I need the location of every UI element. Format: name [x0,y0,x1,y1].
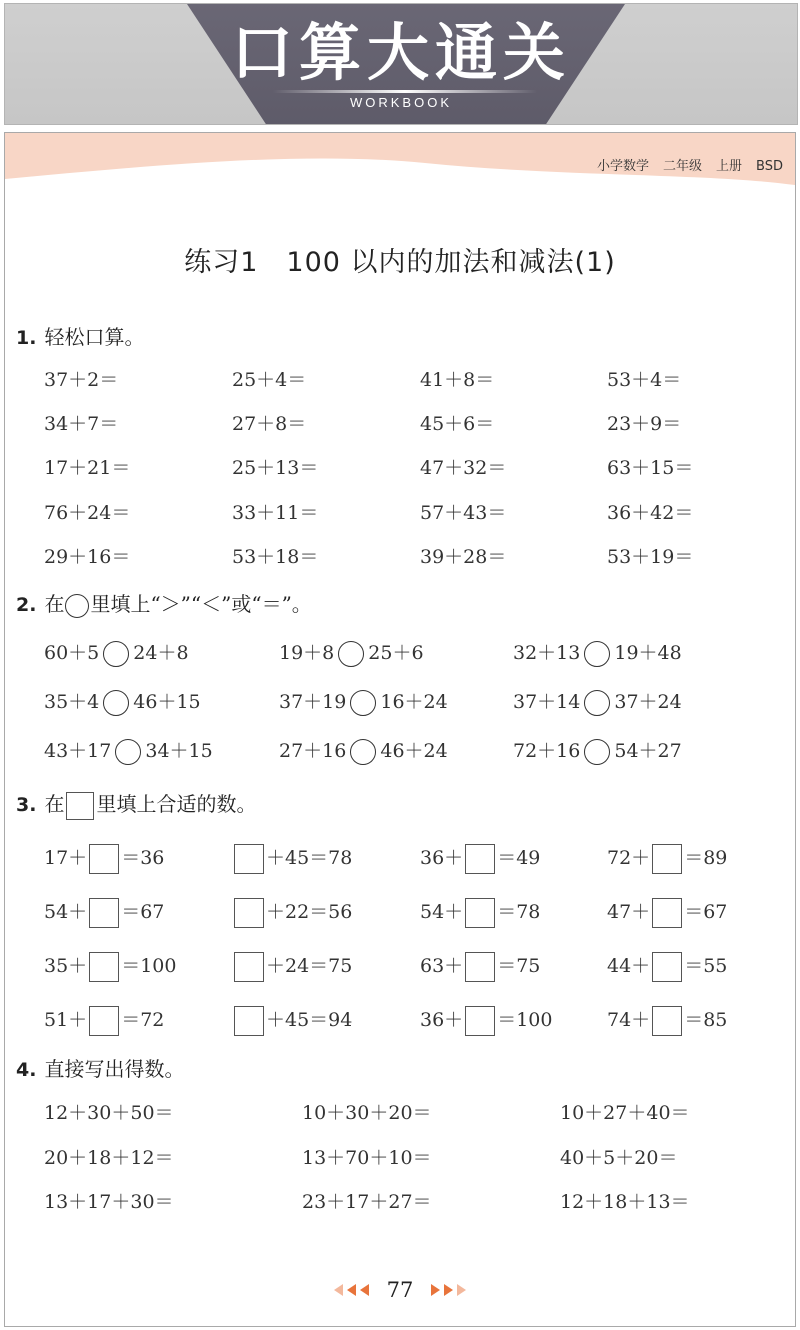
equation-prefix: 72＋ [607,847,651,869]
equation-suffix: ＋45＝78 [266,847,353,869]
left-expression: 37＋14 [513,691,581,713]
book-info [583,155,783,174]
equation: 41＋8＝ [420,369,495,391]
equation: 12＋18＋13＝ [560,1191,690,1213]
answer-box[interactable] [652,952,682,982]
comparison [44,735,213,767]
answer-box[interactable] [652,898,682,928]
question-text: 轻松口算。 [44,325,145,349]
question-number: 4. [16,1059,37,1081]
right-expression: 46＋24 [380,740,448,762]
fill-in-equation [44,842,164,874]
square-box-icon [66,792,94,820]
equation-suffix: ＝49 [497,847,541,869]
comparison-row [0,686,800,718]
question-number: 2. [16,594,37,616]
equation-prefix: 35＋ [44,955,88,977]
right-expression: 16＋24 [380,691,448,713]
equation: 47＋32＝ [420,457,507,479]
equation-prefix: 36＋ [420,847,464,869]
equation: 10＋30＋20＝ [302,1102,432,1124]
right-expression: 25＋6 [368,642,424,664]
equation-suffix: ＝89 [684,847,728,869]
comparison [513,637,682,669]
equation: 53＋18＝ [232,546,319,568]
answer-box[interactable] [465,844,495,874]
page-footer [0,1274,800,1304]
equation: 36＋42＝ [607,502,694,524]
equation: 53＋19＝ [607,546,694,568]
comparison [44,637,189,669]
answer-circle[interactable] [115,739,141,765]
answer-box[interactable] [465,1006,495,1036]
left-expression: 35＋4 [44,691,100,713]
equation: 37＋2＝ [44,369,119,391]
equation: 34＋7＝ [44,413,119,435]
equation: 17＋21＝ [44,457,131,479]
right-expression: 24＋8 [133,642,189,664]
fill-in-equation [44,1004,164,1036]
fill-in-equation [420,842,540,874]
equation-prefix: 36＋ [420,1009,464,1031]
question-4-heading [16,1054,184,1084]
comparison-row [0,637,800,669]
equation: 13＋17＋30＝ [44,1191,174,1213]
equation-suffix: ＝100 [497,1009,553,1031]
answer-box[interactable] [234,844,264,874]
equation: 57＋43＝ [420,502,507,524]
equation-row [0,541,800,573]
fill-in-equation [232,1004,352,1036]
fill-in-equation [232,896,352,928]
answer-box[interactable] [234,952,264,982]
answer-circle[interactable] [103,690,129,716]
left-expression: 27＋16 [279,740,347,762]
page-number: 77 [386,1277,414,1302]
comparison [279,735,448,767]
equation-suffix: ＝72 [121,1009,165,1031]
equation-row [0,1142,800,1174]
equation: 63＋15＝ [607,457,694,479]
equation-suffix: ＝36 [121,847,165,869]
equation-suffix: ＋45＝94 [266,1009,353,1031]
equation: 45＋6＝ [420,413,495,435]
header-banner [4,3,798,125]
right-arrows-icon [429,1275,468,1305]
equation-suffix: ＝78 [497,901,541,923]
answer-circle[interactable] [584,690,610,716]
fill-in-equation [607,1004,727,1036]
equation: 40＋5＋20＝ [560,1147,678,1169]
comparison-row [0,735,800,767]
equation-row [0,408,800,440]
equation: 25＋4＝ [232,369,307,391]
equation: 20＋18＋12＝ [44,1147,174,1169]
answer-box[interactable] [89,844,119,874]
answer-box[interactable] [465,952,495,982]
book-subtitle: WORKBOOK [349,95,452,110]
equation-prefix: 63＋ [420,955,464,977]
equation-prefix: 17＋ [44,847,88,869]
right-expression: 37＋24 [614,691,682,713]
question-text: 直接写出得数。 [44,1057,185,1081]
equation: 39＋28＝ [420,546,507,568]
equation-row [0,497,800,529]
equation-prefix: 47＋ [607,901,651,923]
fill-in-equation [420,896,540,928]
left-expression: 37＋19 [279,691,347,713]
answer-box[interactable] [89,952,119,982]
book-title: 口算大通关 [230,16,571,89]
right-expression: 19＋48 [614,642,682,664]
comparison [513,686,682,718]
equation-suffix: ＝100 [121,955,177,977]
comparison [279,637,424,669]
book-info-volume: 上册 [716,159,743,174]
right-expression: 34＋15 [145,740,213,762]
question-text-before: 在 [44,592,65,616]
title-underline [273,90,537,93]
left-expression: 72＋16 [513,740,581,762]
answer-box[interactable] [465,898,495,928]
book-info-edition: BSD [756,159,783,174]
fill-in-equation [420,950,540,982]
equation-suffix: ＝75 [497,955,541,977]
answer-circle[interactable] [584,641,610,667]
equation-suffix: ＝67 [684,901,728,923]
fill-in-equation [607,896,727,928]
equation: 27＋8＝ [232,413,307,435]
equation: 29＋16＝ [44,546,131,568]
equation: 12＋30＋50＝ [44,1102,174,1124]
equation-prefix: 54＋ [44,901,88,923]
left-arrows-icon [332,1275,371,1305]
fill-in-row [0,896,800,928]
left-expression: 43＋17 [44,740,112,762]
fill-in-row [0,842,800,874]
answer-box[interactable] [652,844,682,874]
fill-in-equation [232,950,352,982]
equation-suffix: ＝67 [121,901,165,923]
equation-prefix: 44＋ [607,955,651,977]
equation: 23＋17＋27＝ [302,1191,432,1213]
equation-suffix: ＝85 [684,1009,728,1031]
answer-box[interactable] [234,1006,264,1036]
equation-row [0,452,800,484]
fill-in-equation [232,842,352,874]
equation: 13＋70＋10＝ [302,1147,432,1169]
question-text-after: 里填上“＞”“＜”或“＝”。 [90,592,312,616]
left-expression: 32＋13 [513,642,581,664]
left-expression: 19＋8 [279,642,335,664]
question-3-heading [16,789,256,819]
question-2-heading [16,589,312,619]
answer-circle[interactable] [584,739,610,765]
fill-in-equation [420,1004,552,1036]
comparison [44,686,201,718]
question-text-after: 里填上合适的数。 [96,792,257,816]
page-title: 练习1 100 以内的加法和减法(1) [184,247,616,278]
answer-box[interactable] [89,1006,119,1036]
right-expression: 54＋27 [614,740,682,762]
answer-circle[interactable] [350,690,376,716]
equation-prefix: 51＋ [44,1009,88,1031]
question-text-before: 在 [44,792,65,816]
book-info-grade: 二年级 [663,159,703,174]
answer-box[interactable] [89,898,119,928]
equation: 53＋4＝ [607,369,682,391]
equation-prefix: 74＋ [607,1009,651,1031]
fill-in-row [0,950,800,982]
equation-suffix: ＝55 [684,955,728,977]
left-expression: 60＋5 [44,642,100,664]
answer-circle[interactable] [338,641,364,667]
equation-suffix: ＋22＝56 [266,901,353,923]
equation-row [0,1097,800,1129]
answer-circle[interactable] [350,739,376,765]
fill-in-equation [44,896,164,928]
equation-prefix: 54＋ [420,901,464,923]
equation: 23＋9＝ [607,413,682,435]
question-number: 1. [16,327,37,349]
fill-in-row [0,1004,800,1036]
book-info-subject: 小学数学 [597,159,650,174]
fill-in-equation [44,950,176,982]
circle-icon [65,594,89,618]
answer-box[interactable] [652,1006,682,1036]
equation-row [0,364,800,396]
comparison [279,686,448,718]
fill-in-equation [607,950,727,982]
equation-suffix: ＋24＝75 [266,955,353,977]
fill-in-equation [607,842,727,874]
right-expression: 46＋15 [133,691,201,713]
equation: 76＋24＝ [44,502,131,524]
equation: 33＋11＝ [232,502,319,524]
equation-row [0,1186,800,1218]
answer-box[interactable] [234,898,264,928]
answer-circle[interactable] [103,641,129,667]
equation: 10＋27＋40＝ [560,1102,690,1124]
question-number: 3. [16,794,37,816]
question-1-heading [16,322,144,352]
comparison [513,735,682,767]
equation: 25＋13＝ [232,457,319,479]
